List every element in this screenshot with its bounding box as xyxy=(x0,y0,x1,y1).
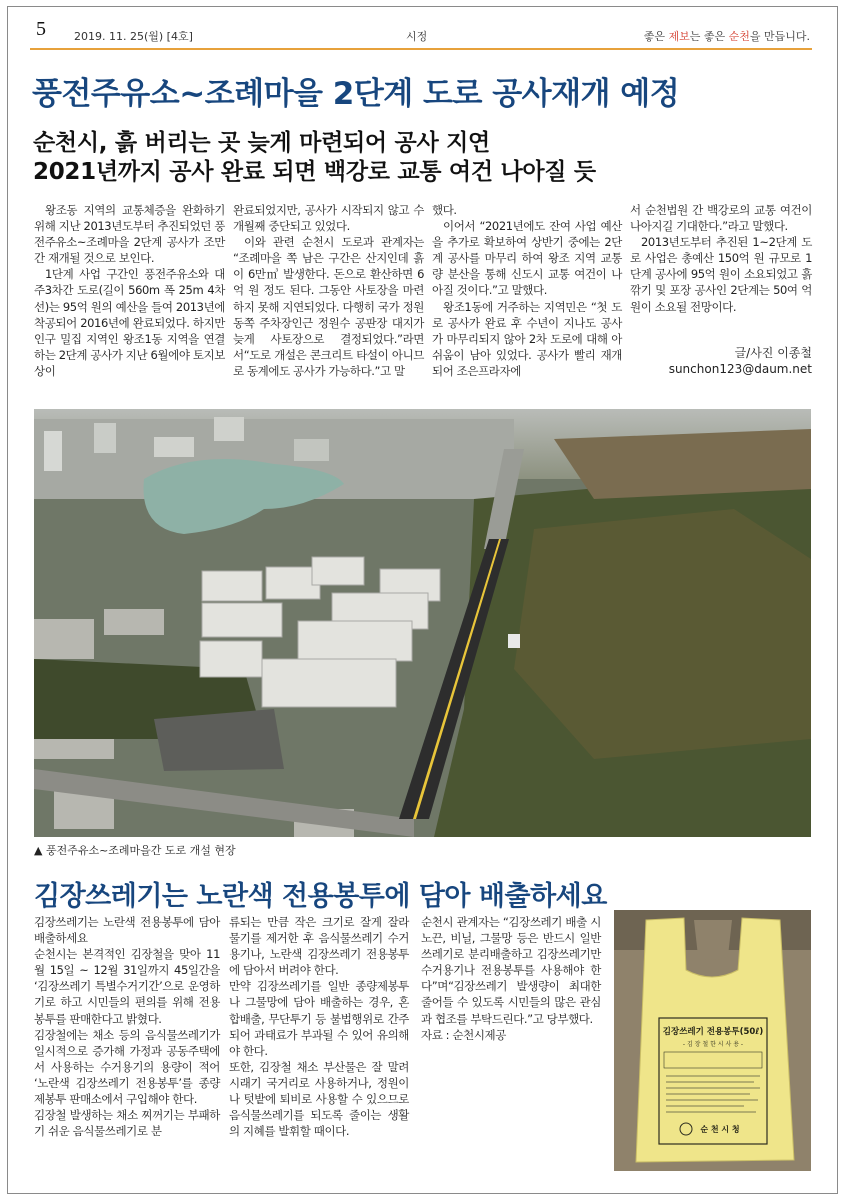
paragraph: 만약 김장쓰레기를 일반 종량제봉투나 그물망에 담아 배출하는 경우, 혼합배출, 무단투기 등 불법행위로 간주되어 과태료가 부과될 수 있어 유의해야 한다. xyxy=(229,979,409,1058)
paragraph: 류되는 만큼 작은 크기로 잘게 잘라 물기를 제거한 후 음식물쓰레기 수거용기나, 노란색 김장쓰레기 전용봉투에 담아서 버려야 한다. xyxy=(229,915,409,978)
article1-headline: 풍전주유소~조례마을 2단계 도로 공사재개 예정 xyxy=(32,76,680,112)
section-name: 시정 xyxy=(406,30,428,43)
author-email: sunchon123@daum.net xyxy=(668,362,812,376)
yellow-bag-illustration xyxy=(614,910,811,1171)
page-number: 5 xyxy=(36,18,46,40)
page-header xyxy=(30,18,812,50)
article1-subhead-1: 순천시, 흙 버리는 곳 늦게 마련되어 공사 지연 xyxy=(33,130,490,156)
article1-column-4 xyxy=(630,202,812,315)
paragraph: 김장철에는 채소 등의 음식물쓰레기가 일시적으로 증가해 가정과 공동주택에서 사용하는 수거용기의 용량이 적어 ‘노란색 김장쓰레기 전용봉투’를 종량제봉투 판매소에서 구입해야 한다. xyxy=(34,1027,220,1107)
bag-city-label: 순 천 시 청 xyxy=(700,1125,740,1134)
bag-subtitle: - 김 장 철 한 시 사 용 - xyxy=(682,1041,744,1048)
paragraph: 김장쓰레기는 노란색 전용봉투에 담아 배출하세요 xyxy=(34,915,220,946)
paragraph: 왕조1동에 거주하는 지역민은 “첫 도로 공사가 완료 후 수년이 지나도 공사가 마무리되지 않아 2차 도로에 대해 아쉬움이 남아 있었다. 공사가 빨리 재개되어 조은프라자에 xyxy=(432,299,622,378)
garbage-bag-photo xyxy=(614,910,811,1171)
paragraph: 이와 관련 순천시 도로과 관계자는 “조례마을 쪽 남은 구간은 산지인데 흙이 6만㎥ 발생한다. 돈으로 환산하면 6억 원 정도 된다. 그동안 사토장을 마련하지 못해 지연되었다. 다행히 국가 정원 동쪽 주차장인근 정원수 공판장 대지가 늦게 사토장으로 결정되었다.”라면서“도로 개설은 콘크리트 타설이 아니므로 동계에도 공사가 가능하다.”고 말 xyxy=(233,235,424,378)
byline: 글/사진 이종철 xyxy=(734,346,812,360)
photo-caption: ▲ 풍전주유소~조례마을간 도로 개설 현장 xyxy=(34,844,236,857)
header-slogan: 좋은 제보는 좋은 순천을 만듭니다. xyxy=(643,30,810,43)
paragraph: 순천시 관계자는 “김장쓰레기 배출 시 노끈, 비닐, 그물망 등은 반드시 일반쓰레기로 분리배출하고 김장쓰레기만 수거용기나 전용봉투를 사용해야 한다”며“김장쓰레기 발생량이 최대한 줄어들 수 있도록 시민들의 많은 관심과 협조를 부탁드린다.”고 당부했다. xyxy=(421,915,601,1026)
aerial-photo-illustration xyxy=(34,409,811,837)
article1-column-3 xyxy=(432,202,622,379)
article1-subhead-2: 2021년까지 공사 완료 되면 백강로 교통 여건 나아질 듯 xyxy=(33,159,596,185)
article1-column-2 xyxy=(233,202,424,379)
article2-column-3 xyxy=(421,914,601,1043)
paragraph: 왕조동 지역의 교통체증을 완화하기 위해 지난 2013년도부터 추진되었던 풍전주유소~조례마을 2단계 공사가 조만간 재개될 것으로 보인다. xyxy=(34,203,225,266)
paragraph: 서 순천법원 간 백강로의 교통 여건이 나아지길 기대한다.”라고 말했다. xyxy=(630,203,812,234)
issue-date: 2019. 11. 25(월) [4호] xyxy=(74,30,193,43)
aerial-road-photo xyxy=(34,409,811,837)
article2-headline: 김장쓰레기는 노란색 전용봉투에 담아 배출하세요 xyxy=(34,881,607,912)
paragraph: 1단계 사업 구간인 풍전주유소와 대주3차간 도로(길이 560m 폭 25m 4차선)는 95억 원의 예산을 들여 2013년에 착공되어 2016년에 완료되었다. 하지만 인구 밀집 지역인 왕조1동 지역을 연결하는 2단계 공사가 지난 6월에야 토지보상이 xyxy=(34,267,225,378)
article1-column-1 xyxy=(34,202,225,379)
article2-column-2 xyxy=(229,914,409,1139)
paragraph: 했다. xyxy=(432,203,457,217)
paragraph: 이어서 “2021년에도 잔여 사업 예산을 추가로 확보하여 상반기 중에는 2단계 공사를 마무리 하여 왕조 지역 교통량 분산을 통해 신도시 교통 여건이 나아질 것이다.”고 말했다. xyxy=(432,219,622,298)
paragraph: 김장철 발생하는 채소 찌꺼기는 부패하기 쉬운 음식물쓰레기로 분 xyxy=(34,1108,220,1139)
paragraph: 자료 : 순천시제공 xyxy=(421,1027,506,1042)
article2-column-1 xyxy=(34,914,220,1139)
paragraph: 순천시는 본격적인 김장철을 맞아 11월 15일 ~ 12월 31일까지 45일간을 ‘김장쓰레기 특별수거기간’으로 운영하기로 하고 시민들의 편의를 위해 전용봉투를 판매한다고 밝혔다. xyxy=(34,947,220,1026)
paragraph: 완료되었지만, 공사가 시작되지 않고 수개월째 중단되고 있었다. xyxy=(233,203,424,234)
paragraph: 2013년도부터 추진된 1~2단계 도로 사업은 총예산 150억 원 규모로 1단계 공사에 95억 원이 소요되었고 흙깎기 및 포장 공사인 2단계는 50여 억원이 소요될 전망이다. xyxy=(630,235,812,314)
bag-title: 김장쓰레기 전용봉투(50ℓ) xyxy=(662,1027,764,1037)
paragraph: 또한, 김장철 채소 부산물은 잘 말려 시래기 국거리로 사용하거나, 정원이나 텃밭에 퇴비로 사용할 수 있으므로 음식물쓰레기를 되도록 줄이는 생활의 지혜를 발휘할 때이다. xyxy=(229,1059,409,1139)
